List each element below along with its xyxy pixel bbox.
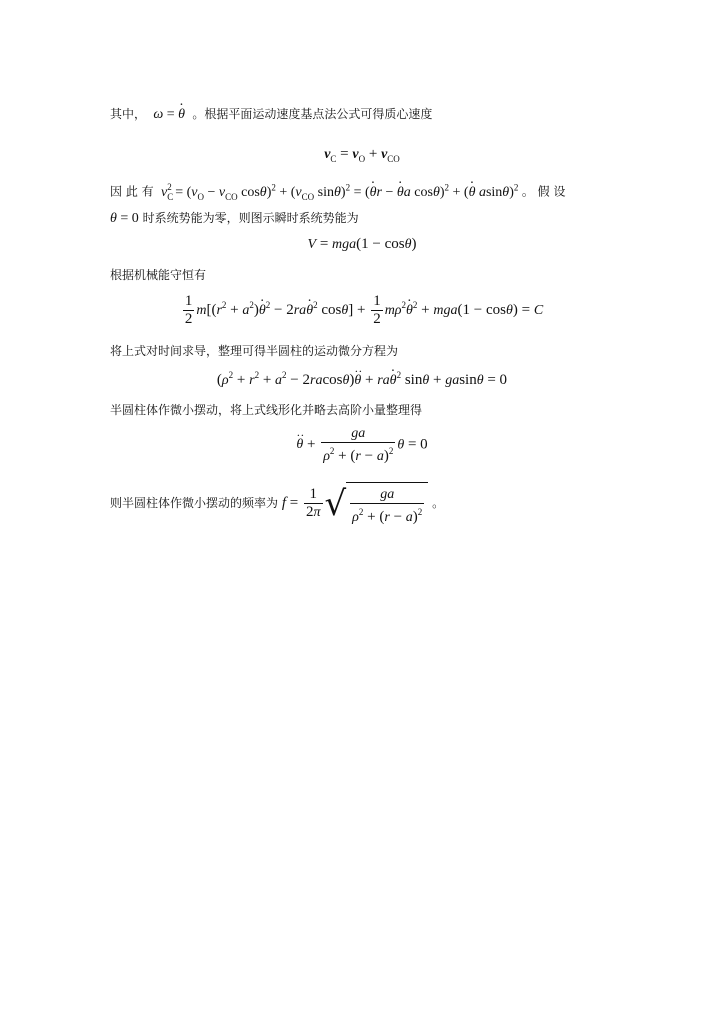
p2-suffix: 。 假 设 xyxy=(521,184,566,199)
equation-potential-energy: V = mga(1 − cosθ) xyxy=(307,236,417,252)
paragraph-2 xyxy=(110,178,566,205)
paragraph-6 xyxy=(110,401,422,419)
p7-prefix: 则半圆柱体作微小摆动的频率为 xyxy=(110,496,279,511)
paragraph-4 xyxy=(110,266,206,284)
p1-suffix: 。根据平面运动速度基点法公式可得质心速度 xyxy=(192,107,433,121)
equation-differential: $(\rho^2 + r^2 + a^2 - 2racos\theta)\cdot\cdot \theta + ra\cdot \theta^2$ sinθ + gasinθ = 0 xyxy=(0,370,724,389)
p1-prefix: 其中， xyxy=(110,107,147,121)
paragraph-1 xyxy=(110,105,432,124)
equation-velocity: $v_C = v_O + v_{CO}$ xyxy=(324,146,400,164)
paragraph-5 xyxy=(110,342,398,360)
equation-linearized: ·· θ + $\frac{ga}{\rho^2 + (r - a)^2}$ θ = 0 xyxy=(0,425,724,465)
p2-prefix: 因 此 有 xyxy=(110,184,154,199)
p4-text: 根据机械能守恒有 xyxy=(110,268,207,282)
paragraph-3 xyxy=(110,209,359,228)
paragraph-7 xyxy=(110,482,444,526)
p7-suffix: 。 xyxy=(432,496,445,511)
p5-text: 将上式对时间求导，整理可得半圆柱的运动微分方程为 xyxy=(110,344,399,358)
equation-energy-conservation: $\frac{1}{2}$ $m[(r^2 + a^2)\cdot \theta^2 - 2ra\cdot \theta^2$ cosθ] + $\frac{1}{2}$ $m\rho^2\cdot \theta^2 + mga(1 - \cos\theta) = C$ xyxy=(0,293,724,328)
p3-text: 时系统势能为零，则图示瞬时系统势能为 xyxy=(142,211,359,225)
omega-formula: ω = · θ xyxy=(150,107,189,122)
frequency-formula: f = $\frac{1}{2\pi}$ √ $\frac{ga}{\rho^2 + (r - a)^2}$ xyxy=(282,495,428,511)
velocity-squared-formula: $v_C^2 = (v_O - v_{CO}$ $\cos\theta)^2 + (v_{CO}$ sinθ)$^2$ = (· θr − · θa cosθ)$^2$ + (· θ asinθ)$^2$ xyxy=(157,185,521,200)
p6-text: 半圆柱体作微小摆动，将上式线形化并略去高阶小量整理得 xyxy=(110,403,423,417)
theta-zero-formula: θ = 0 xyxy=(110,211,139,226)
